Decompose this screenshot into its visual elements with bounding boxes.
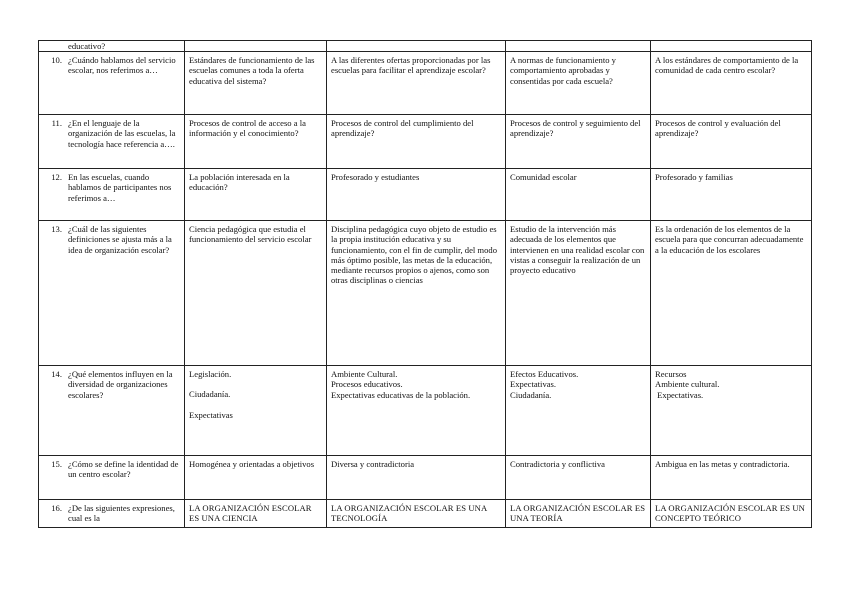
option-line: Expectativas [189,409,233,420]
option-d: Ambigua en las metas y contradictoria. [651,456,812,500]
question-cell [39,41,185,52]
option-cell [327,41,506,52]
table-row-q11 [39,115,812,169]
question-number: 10. [51,55,62,66]
option-c: Comunidad escolar [506,169,651,221]
option-b: Profesorado y estudiantes [327,169,506,221]
question-text: En las escuelas, cuando hablamos de participantes nos referimos a… [68,172,172,203]
option-line: Ciudadanía. [510,389,552,400]
question-cell [39,52,185,115]
option-a: Ciencia pedagógica que estudia el funcionamiento del servicio escolar [185,221,327,366]
question-cell [39,500,185,528]
option-d: A los estándares de comportamiento de la comunidad de cada centro escolar? [651,52,812,115]
option-spacer [189,400,322,410]
option-line: Ciudadanía. [189,389,231,400]
table-row-q14 [39,366,812,456]
question-text: ¿En el lenguaje de la organización de las escuelas, la tecnología hace referencia a…. [68,118,176,149]
question-cell [39,169,185,221]
question-cell [39,221,185,366]
option-b: Diversa y contradictoria [327,456,506,500]
question-cell [39,456,185,500]
option-b: A las diferentes ofertas proporcionadas por las escuelas para facilitar el aprendizaje escolar? [327,52,506,115]
option-a: LA ORGANIZACIÓN ESCOLAR ES UNA CIENCIA [185,500,327,528]
option-spacer [189,379,322,389]
option-c: Procesos de control y seguimiento del aprendizaje? [506,115,651,169]
option-d: Profesorado y familias [651,169,812,221]
option-d: Procesos de control y evaluación del aprendizaje? [651,115,812,169]
option-a: Estándares de funcionamiento de las escuelas comunes a toda la oferta educativa del sistema? [185,52,327,115]
table-row-q13 [39,221,812,366]
option-line: Recursos [655,369,687,380]
option-c: A normas de funcionamiento y comportamiento aprobadas y consentidas por cada escuela? [506,52,651,115]
option-line: Legislación. [189,369,232,380]
option-b: Procesos de control del cumplimiento del aprendizaje? [327,115,506,169]
option-c [506,366,651,456]
option-b [327,366,506,456]
table-row-q10 [39,52,812,115]
option-d: Es la ordenación de los elementos de la escuela para que concurran adecuadamente a la educación de los escolares [651,221,812,366]
question-number: 16. [51,503,62,514]
option-c: LA ORGANIZACIÓN ESCOLAR ES UNA TEORÍA [506,500,651,528]
option-line: Expectativas. [510,379,557,390]
option-d: LA ORGANIZACIÓN ESCOLAR ES UN CONCEPTO TEÓRICO [651,500,812,528]
table-row-q12 [39,169,812,221]
option-d [651,366,812,456]
table-row-continuation [39,41,812,52]
question-text: educativo? [68,41,106,51]
option-b: Disciplina pedagógica cuyo objeto de estudio es la propia institución educativa y su funcionamiento, con el fin de cumplir, del modo más óptimo posible, las metas de la educación, mediante recursos propios o ajenos, como son otras disciplinas o ciencias [327,221,506,366]
option-a: Homogénea y orientadas a objetivos [185,456,327,500]
question-text: ¿Cómo se define la identidad de un centro escolar? [68,459,179,480]
table-row-q15 [39,456,812,500]
option-c: Estudio de la intervención más adecuada de los elementos que intervienen en una realidad escolar con vistas a conseguir la realización de un proyecto educativo [506,221,651,366]
option-b: LA ORGANIZACIÓN ESCOLAR ES UNA TECNOLOGÍA [327,500,506,528]
option-a: La población interesada en la educación? [185,169,327,221]
questions-table [38,40,812,528]
option-a: Procesos de control de acceso a la información y el conocimiento? [185,115,327,169]
question-text: ¿Cuál de las siguientes definiciones se ajusta más a la idea de organización escolar? [68,224,172,255]
option-c: Contradictoria y conflictiva [506,456,651,500]
question-text: ¿De las siguientes expresiones, cual es la [68,503,175,524]
question-text: ¿Qué elementos influyen en la diversidad de organizaciones escolares? [68,369,173,400]
question-cell [39,115,185,169]
option-cell [506,41,651,52]
question-number: 12. [51,172,62,183]
option-a [185,366,327,456]
option-line: Procesos educativos. [331,379,403,390]
option-cell [185,41,327,52]
question-number: 11. [51,118,62,129]
question-number: 13. [51,224,62,235]
option-cell [651,41,812,52]
option-line: Expectativas. [655,389,704,400]
question-number: 15. [51,459,62,470]
table-row-q16 [39,500,812,528]
option-line: Ambiente cultural. [655,379,720,390]
option-line: Expectativas educativas de la población. [331,389,471,400]
option-line: Efectos Educativos. [510,369,579,380]
question-number: 14. [51,369,62,380]
question-text: ¿Cuándo hablamos del servicio escolar, nos referimos a… [68,55,176,76]
question-cell [39,366,185,456]
option-line: Ambiente Cultural. [331,369,398,380]
